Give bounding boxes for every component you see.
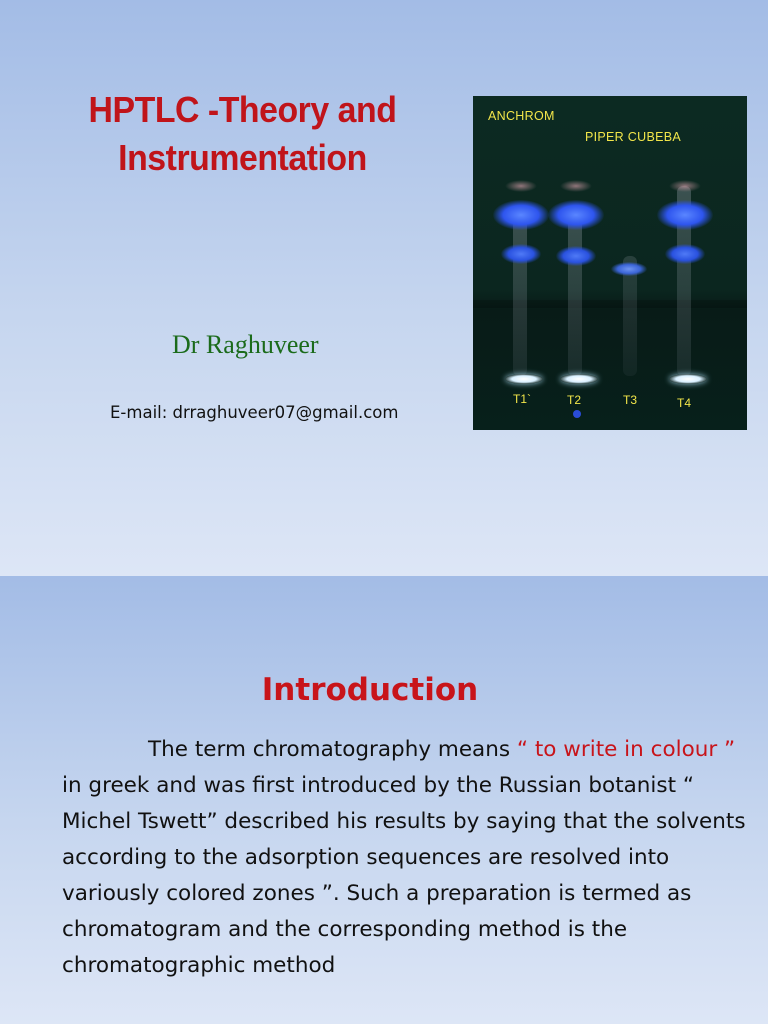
paragraph-rest: in greek and was first introduced by the Russian botanist “ Michel Tswett” described his results by saying that the solvents according to the adsorption sequences are resolved into variously colored zones ”. Such a preparation is termed as chromatogram and the corresponding method is the chromatographic method xyxy=(62,773,746,978)
small-blue-dot xyxy=(573,410,581,418)
plate-brand-label: ANCHROM xyxy=(488,109,555,123)
blue-spot-4-lower xyxy=(665,244,705,264)
paragraph-start: The term chromatography means xyxy=(148,737,517,762)
paragraph-red-quote: “ to write in colour ” xyxy=(516,737,736,762)
lane-label-t4: T4 xyxy=(677,396,692,410)
slide-title-line-2: Instrumentation xyxy=(118,137,367,178)
lane-label-t2: T2 xyxy=(567,393,582,407)
lane-streak-1 xyxy=(513,206,527,376)
introduction-slide xyxy=(0,576,768,1024)
blue-spot-1-lower xyxy=(501,244,541,264)
lane-label-t3: T3 xyxy=(623,393,638,407)
pink-spot-1 xyxy=(505,180,537,192)
lane-streak-2 xyxy=(568,206,582,376)
plate-sample-label: PIPER CUBEBA xyxy=(585,130,681,144)
slide-title xyxy=(43,86,443,182)
origin-spot-1 xyxy=(505,374,543,384)
introduction-heading: Introduction xyxy=(261,672,479,708)
blue-spot-1-upper xyxy=(493,200,549,230)
tlc-plate-photo xyxy=(473,96,747,430)
slide-title-line-1: HPTLC -Theory and xyxy=(88,89,397,130)
author-email: E-mail: drraghuveer07@gmail.com xyxy=(110,403,399,422)
introduction-paragraph xyxy=(62,732,752,984)
pink-spot-2 xyxy=(560,180,592,192)
author-name: Dr Raghuveer xyxy=(172,330,319,359)
lane-label-t1: T1` xyxy=(513,392,531,406)
blue-spot-2-lower xyxy=(556,246,596,266)
blue-spot-3-upper xyxy=(611,262,647,276)
blue-spot-2-upper xyxy=(548,200,604,230)
blue-spot-4-upper xyxy=(657,200,713,230)
pink-spot-4 xyxy=(669,180,701,192)
origin-spot-4 xyxy=(669,374,707,384)
origin-spot-2 xyxy=(560,374,598,384)
